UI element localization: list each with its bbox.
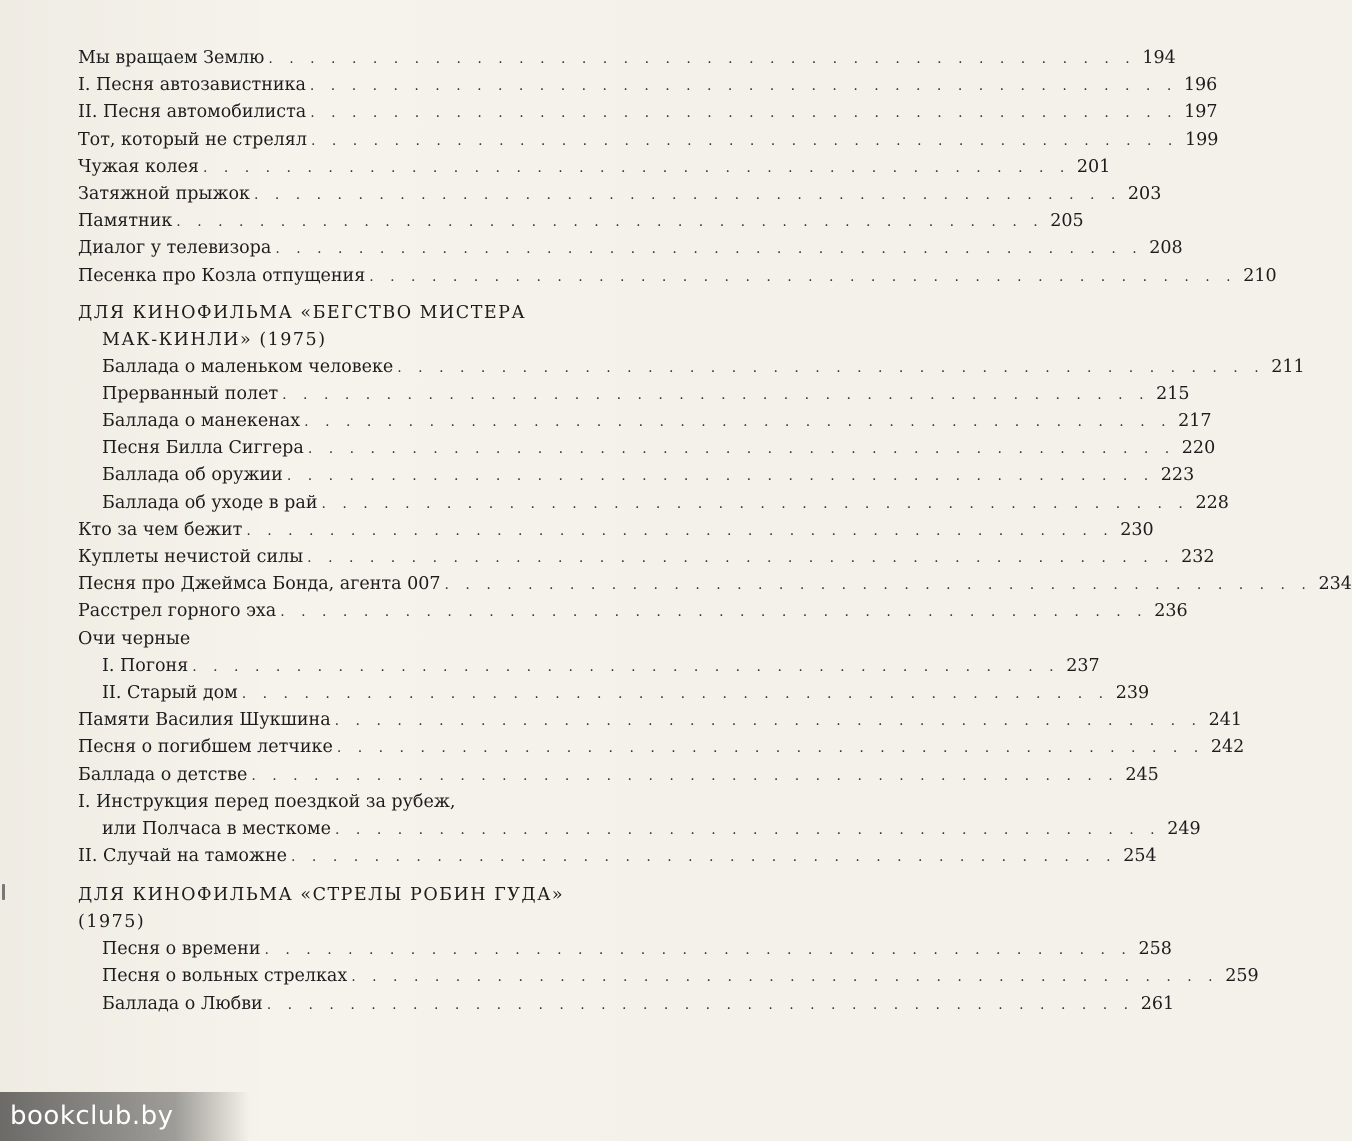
dot-leader: . . . . . . . . . . . . . . . . . . . . . . . . . . . . . . . . . . . . . . . . . . <box>282 386 1150 403</box>
dot-leader: . . . . . . . . . . . . . . . . . . . . . . . . . . . . . . . . . . . . . . . . . . <box>246 522 1114 539</box>
dot-leader: . . . . . . . . . . . . . . . . . . . . . . . . . . . . . . . . . . . . . . . . . . <box>307 550 1175 566</box>
margin-mark <box>2 884 5 900</box>
dot-leader: . . . . . . . . . . . . . . . . . . . . . . . . . . . . . . . . . . . . . . . . . . <box>321 495 1189 512</box>
toc-entry-heading <box>78 626 660 653</box>
toc-entry-title: Диалог у телевизора <box>78 238 272 259</box>
toc-entry-page: 259 <box>1225 966 1259 987</box>
toc-entry <box>78 381 1190 408</box>
toc-entry-page: 239 <box>1115 682 1150 703</box>
toc-entry-title: Мы вращаем Землю <box>78 48 265 68</box>
section-heading-line: МАК-КИНЛИ» (1975) <box>102 329 327 350</box>
dot-leader: . . . . . . . . . . . . . . . . . . . . . . . . . . . . . . . . . . . . . . . . . . <box>176 214 1044 231</box>
toc-entry <box>78 843 1157 870</box>
toc-entry-page: 196 <box>1183 75 1218 96</box>
toc-entry-page: 236 <box>1154 601 1188 622</box>
toc-entry-title: Баллада о маленьком человеке <box>102 356 394 377</box>
toc-entry-page: 241 <box>1208 710 1243 731</box>
toc-entry-title: Кто за чем бежит <box>78 519 243 540</box>
toc-entry <box>78 544 1215 571</box>
section-heading-mack-kinley <box>78 300 660 354</box>
toc-entry <box>78 680 1150 707</box>
toc-entry-title: Очи черные <box>78 628 191 649</box>
dot-leader: . . . . . . . . . . . . . . . . . . . . . . . . . . . . . . . . . . . . . . . . . . <box>369 268 1237 285</box>
toc-entry-page: 242 <box>1210 737 1245 758</box>
toc-entry <box>78 734 1245 761</box>
dot-leader: . . . . . . . . . . . . . . . . . . . . . . . . . . . . . . . . . . . . . . . . <box>335 821 1161 838</box>
toc-entry-title: Песня Билла Сиггера <box>102 438 304 459</box>
toc-entry-title: Памяти Василия Шукшина <box>78 710 331 731</box>
toc-entry-page: 254 <box>1123 846 1157 867</box>
toc-entry-title: II. Случай на таможне <box>78 846 288 867</box>
toc-entry-page: 194 <box>1142 48 1176 68</box>
toc-entry-title: Тот, который не стрелял <box>78 129 307 150</box>
toc-entry <box>78 235 1183 262</box>
dot-leader: . . . . . . . . . . . . . . . . . . . . . . . . . . . . . . . . . . . . . . . . . . <box>286 468 1155 485</box>
dot-leader: . . . . . . . . . . . . . . . . . . . . . . . . . . . . . . . . . . . . . . . . . . <box>307 441 1176 458</box>
toc-entry <box>78 653 1100 680</box>
dot-leader: . . . . . . . . . . . . . . . . . . . . . . . . . . . . . . . . . . . . . . . . . . <box>310 105 1178 122</box>
dot-leader: . . . . . . . . . . . . . . . . . . . . . . . . . . . . . . . . . . . . . . . . . . <box>251 767 1119 784</box>
watermark-bookclub: bookclub.by <box>0 1092 250 1141</box>
toc-entry <box>78 598 1188 625</box>
toc-entry-title: I. Инструкция перед поездкой за рубеж, <box>78 791 456 812</box>
toc-entry-title: Баллада о манекенах <box>102 411 301 432</box>
toc-entry <box>78 789 660 816</box>
section-heading-line: (1975) <box>78 912 146 933</box>
dot-leader: . . . . . . . . . . . . . . . . . . . . . . . . . . . . . . . . . . . . . . . . . . <box>268 51 1136 67</box>
toc-entry-title: Чужая колея <box>78 156 199 177</box>
dot-leader: . . . . . . . . . . . . . . . . . . . . . . . . . . . . . . . . . . . . . . . . . . <box>351 969 1219 986</box>
section-heading-line: ДЛЯ КИНОФИЛЬМА «СТРЕЛЫ РОБИН ГУДА» <box>78 885 565 906</box>
toc-entry <box>78 435 1216 462</box>
toc-entry-page: 230 <box>1120 519 1154 540</box>
dot-leader: . . . . . . . . . . . . . . . . . . . . . . . . . . . . . . . . . . . . . . . . . . <box>275 241 1143 258</box>
dot-leader: . . . . . . . . . . . . . . . . . . . . . . . . . . . . . . . . . . . . . . . . . . <box>336 740 1205 757</box>
toc-entry-title: Песня о погибшем летчике <box>78 737 333 758</box>
toc-entry-title: Баллада об уходе в рай <box>102 492 318 513</box>
toc-entry-title: Песня о вольных стрелках <box>102 966 348 987</box>
toc-entry-title: Расстрел горного эха <box>78 601 277 622</box>
toc-entry <box>78 936 1172 963</box>
toc-entry-page: 203 <box>1127 183 1162 204</box>
toc-entry <box>78 816 1201 843</box>
toc-entry <box>78 154 1111 181</box>
toc-entry-title: Затяжной прыжок <box>78 183 250 204</box>
toc-entry <box>78 208 1084 235</box>
toc-entry-title: II. Песня автомобилиста <box>78 102 307 123</box>
toc-entry <box>78 462 1195 489</box>
dot-leader: . . . . . . . . . . . . . . . . . . . . . . . . . . . . . . . . . . . . . . . . . . <box>266 996 1135 1013</box>
toc-entry-title: I. Погоня <box>102 655 189 676</box>
toc-entry-page: 217 <box>1178 411 1212 432</box>
toc-entry <box>78 490 1229 517</box>
dot-leader: . . . . . . . . . . . . . . . . . . . . . . . . . . . . . . . . . . . . . . . . . . <box>334 713 1203 730</box>
toc-entry <box>78 517 1154 544</box>
dot-leader: . . . . . . . . . . . . . . . . . . . . . . . . . . . . . . . . . . . . . . . . . . <box>397 359 1265 376</box>
toc-entry <box>78 762 1159 789</box>
toc-entry-page: 201 <box>1076 156 1111 177</box>
dot-leader: . . . . . . . . . . . . . . . . . . . . . . . . . . . . . . . . . . . . . . . . . . <box>253 186 1122 203</box>
toc-entry-page: 245 <box>1125 764 1159 785</box>
toc-entry-page: 210 <box>1243 265 1277 286</box>
toc-entry <box>78 571 1352 598</box>
dot-leader: . . . . . . . . . . . . . . . . . . . . . . . . . . . . . . . . . . . . . . . . . . <box>280 604 1148 621</box>
toc-entry-title: Куплеты нечистой силы <box>78 547 304 567</box>
toc-entry <box>78 991 1175 1018</box>
toc-entry <box>78 707 1243 734</box>
section-heading-line: ДЛЯ КИНОФИЛЬМА «БЕГСТВО МИСТЕРА <box>78 302 527 323</box>
toc-entry <box>78 263 1277 290</box>
toc-entry <box>78 354 1305 381</box>
toc-entry <box>78 45 1176 72</box>
toc-entry-page: 215 <box>1156 383 1190 404</box>
dot-leader: . . . . . . . . . . . . . . . . . . . . . . . . . . . . . . . . . . . . . . . . . . <box>304 414 1172 431</box>
toc-entry-page: 232 <box>1181 547 1215 567</box>
toc-entry <box>78 181 1162 208</box>
toc-entry-page: 237 <box>1066 655 1100 676</box>
toc-entry-title: Песенка про Козла отпущения <box>78 265 366 286</box>
toc-entry-page: 234 <box>1318 574 1352 595</box>
toc-entry-page: 249 <box>1167 818 1201 839</box>
toc-entry-title: Баллада о Любви <box>102 993 263 1014</box>
toc-entry-page: 261 <box>1140 993 1175 1014</box>
toc-entry-page: 199 <box>1184 129 1219 150</box>
toc-entry-title: Песня про Джеймса Бонда, агента 007 <box>78 574 441 595</box>
toc-entry-page: 197 <box>1184 102 1218 123</box>
toc-entry-page: 228 <box>1195 492 1229 513</box>
toc-entry-page: 220 <box>1181 438 1216 459</box>
toc-entry-title: Песня о времени <box>102 939 261 960</box>
toc-entry-title: Памятник <box>78 211 173 232</box>
dot-leader: . . . . . . . . . . . . . . . . . . . . . . . . . . . . . . . . . . . . . . . . . . <box>264 942 1132 959</box>
toc-entry-page: 205 <box>1050 211 1084 232</box>
toc-entry <box>78 72 1218 99</box>
toc-entry-title: Баллада о детстве <box>78 764 248 785</box>
table-of-contents <box>78 45 1352 1018</box>
toc-entry-title: Баллада об оружии <box>102 465 283 486</box>
toc-entry <box>78 127 1219 154</box>
toc-entry-page: 211 <box>1271 356 1305 377</box>
toc-entry-title: или Полчаса в месткоме <box>102 818 332 839</box>
dot-leader: . . . . . . . . . . . . . . . . . . . . . . . . . . . . . . . . . . . . . . . . <box>291 849 1117 866</box>
toc-entry-page: 258 <box>1138 939 1172 960</box>
toc-entry-page: 223 <box>1160 465 1195 486</box>
dot-leader: . . . . . . . . . . . . . . . . . . . . . . . . . . . . . . . . . . . . . . . . . . <box>202 159 1071 176</box>
dot-leader: . . . . . . . . . . . . . . . . . . . . . . . . . . . . . . . . . . . . . . . . . . <box>241 685 1110 702</box>
toc-entry-page: 208 <box>1149 238 1183 259</box>
dot-leader: . . . . . . . . . . . . . . . . . . . . . . . . . . . . . . . . . . . . . . . . . . <box>192 658 1060 675</box>
section-heading-robin-hood <box>78 882 660 936</box>
dot-leader: . . . . . . . . . . . . . . . . . . . . . . . . . . . . . . . . . . . . . . . . . . <box>309 78 1178 95</box>
dot-leader: . . . . . . . . . . . . . . . . . . . . . . . . . . . . . . . . . . . . . . . . . . <box>310 132 1179 149</box>
dot-leader: . . . . . . . . . . . . . . . . . . . . . . . . . . . . . . . . . . . . . . . . . . <box>444 577 1312 594</box>
toc-entry-title: II. Старый дом <box>102 682 238 703</box>
toc-entry-title: I. Песня автозавистника <box>78 75 306 96</box>
toc-entry-title: Прерванный полет <box>102 383 279 404</box>
toc-entry <box>78 963 1259 990</box>
toc-entry <box>78 408 1212 435</box>
toc-entry <box>78 99 1218 126</box>
